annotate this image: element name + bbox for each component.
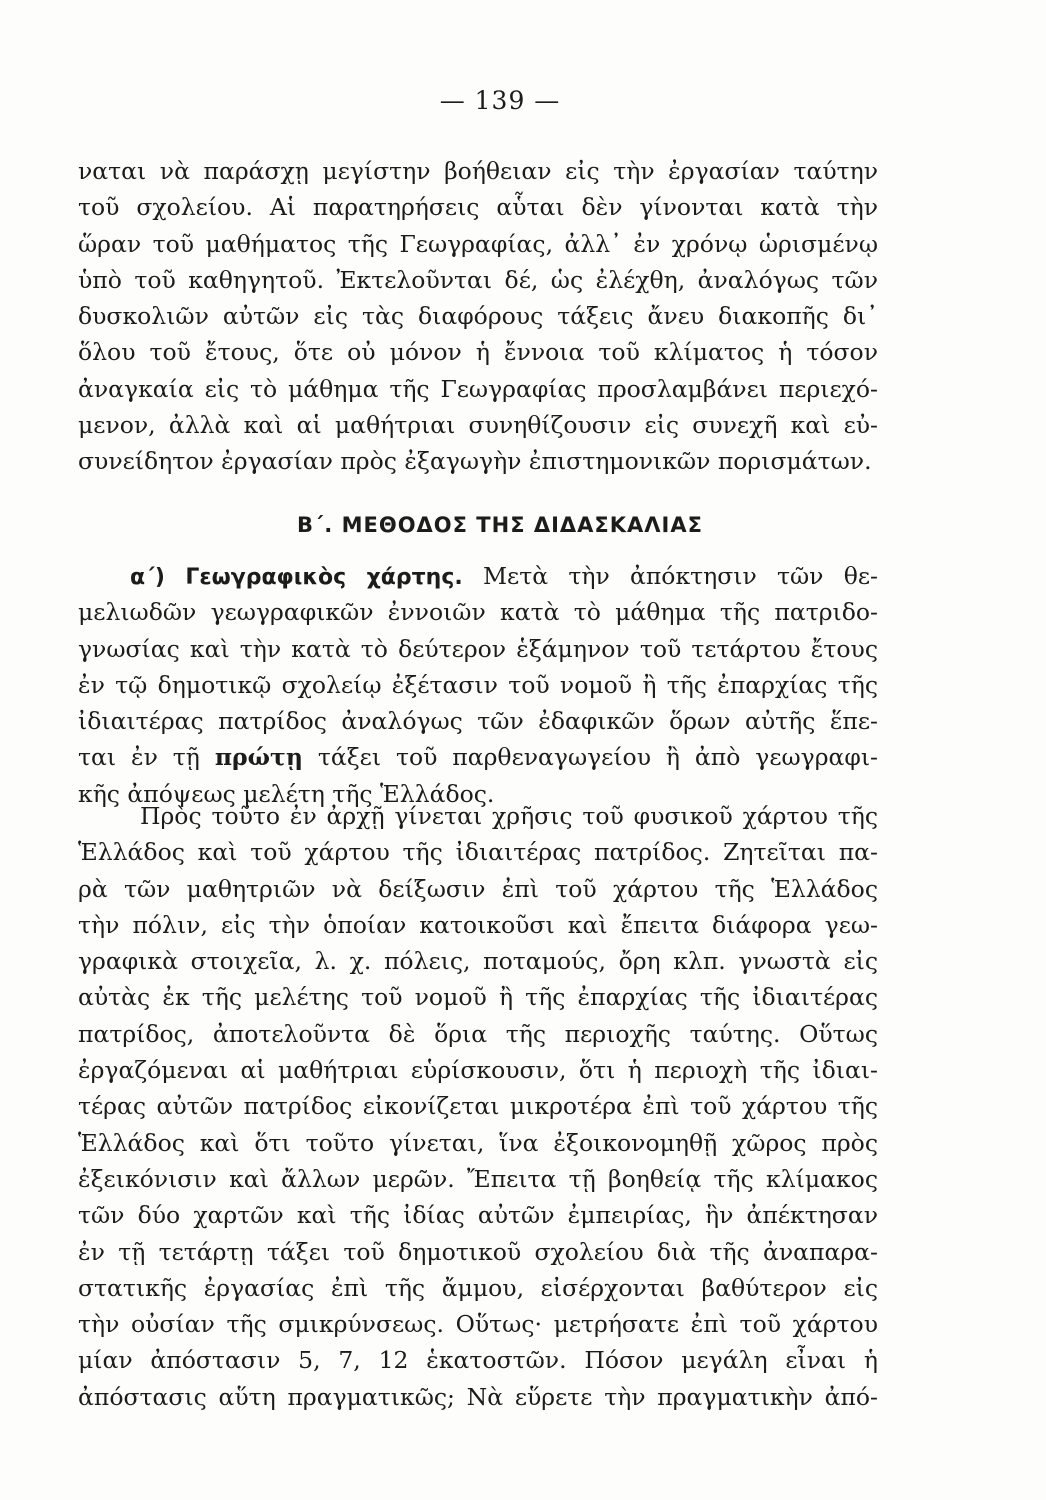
subsection-heading: α΄) Γεωγραφικὸς χάρτης. [130,565,463,590]
text-line: ὅλου τοῦ ἔτους, ὅτε οὐ μόνον ἡ ἔννοια τοῦ κλίματος ἡ τόσον [78,338,878,367]
text-line: αὐτὰς ἐκ τῆς μελέτης τοῦ νομοῦ ἢ τῆς ἐπαρχίας τῆς ἰδιαιτέρας [78,983,878,1012]
text-line: γνωσίας καὶ τὴν κατὰ τὸ δεύτερον ἑξάμηνον τοῦ τετάρτου ἔτους [78,634,878,663]
text-line: Ἑλλάδος καὶ τοῦ χάρτου τῆς ἰδιαιτέρας πατρίδος. Ζητεῖται πα- [78,838,878,867]
emphasized-word: πρώτῃ [214,743,303,772]
text-line: τῶν δύο χαρτῶν καὶ τῆς ἰδίας αὐτῶν ἐμπειρίας, ἣν ἀπέκτησαν [78,1201,878,1230]
text-line: ὑπὸ τοῦ καθηγητοῦ. Ἐκτελοῦνται δέ, ὡς ἐλέχθη, ἀναλόγως τῶν [78,265,878,294]
text-line: ἀπόστασις αὕτη πραγματικῶς; Νὰ εὕρετε τὴν πραγματικὴν ἀπό- [78,1382,878,1411]
text-line: πατρίδος, ἀποτελοῦντα δὲ ὅρια τῆς περιοχῆς ταύτης. Οὕτως [78,1019,878,1048]
text-line: ὥραν τοῦ μαθήματος τῆς Γεωγραφίας, ἀλλ᾽ ἐν χρόνῳ ὡρισμένῳ [78,229,878,258]
page-number: — 139 — [439,86,561,115]
text-line: Ἑλλάδος καὶ ὅτι τοῦτο γίνεται, ἵνα ἐξοικονομηθῇ χῶρος πρὸς [78,1128,878,1157]
text-line: τοῦ σχολείου. Αἱ παρατηρήσεις αὗται δὲν γίνονται κατὰ τὴν [78,193,878,222]
text-line: συνείδητον ἐργασίαν πρὸς ἐξαγωγὴν ἐπιστημονικῶν πορισμάτων. [78,447,872,476]
text-line: κῆς ἀπόψεως μελέτη τῆς Ἑλλάδος. [78,779,495,808]
text-line: τὴν πόλιν, εἰς τὴν ὁποίαν κατοικοῦσι καὶ ἔπειτα διάφορα γεω- [78,910,878,939]
paragraph-3 [78,798,878,1415]
text-line: μίαν ἀπόστασιν 5, 7, 12 ἑκατοστῶν. Πόσον μεγάλη εἶναι ἡ [78,1346,878,1375]
text-line: τέρας αὐτῶν πατρίδος εἰκονίζεται μικροτέρα ἐπὶ τοῦ χάρτου τῆς [78,1092,878,1121]
text-line: ἀναγκαία εἰς τὸ μάθημα τῆς Γεωγραφίας προσλαμβάνει περιεχό- [78,374,878,403]
text-fragment: Μετὰ τὴν ἀπόκτησιν τῶν θε- [483,562,878,590]
text-line: ἐν τῷ δημοτικῷ σχολείῳ ἐξέτασιν τοῦ νομοῦ ἢ τῆς ἐπαρχίας τῆς [78,670,878,699]
text-line: ρὰ τῶν μαθητριῶν νὰ δείξωσιν ἐπὶ τοῦ χάρτου τῆς Ἑλλάδος [78,874,878,903]
text-line: μελιωδῶν γεωγραφικῶν ἐννοιῶν κατὰ τὸ μάθημα τῆς πατριδο- [78,598,878,627]
text-line: ἐργαζόμεναι αἱ μαθήτριαι εὑρίσκουσιν, ὅτι ἡ περιοχὴ τῆς ἰδιαι- [78,1056,878,1085]
text-line: ἐξεικόνισιν καὶ ἄλλων μερῶν. Ἔπειτα τῇ βοηθείᾳ τῆς κλίμακος [78,1164,878,1193]
section-heading: Β΄. ΜΕΘΟΔΟΣ ΤΗΣ ΔΙΔΑΣΚΑΛΙΑΣ [297,513,703,537]
text-line: δυσκολιῶν αὐτῶν εἰς τὰς διαφόρους τάξεις ἄνευ διακοπῆς δι᾽ [78,302,878,331]
text-line: ἐν τῇ τετάρτῃ τάξει τοῦ δημοτικοῦ σχολείου διὰ τῆς ἀναπαρα- [78,1237,878,1266]
text-line: μενον, ἀλλὰ καὶ αἱ μαθήτριαι συνηθίζουσιν εἰς συνεχῆ καὶ εὐ- [78,411,878,440]
text-line: τὴν οὐσίαν τῆς σμικρύνσεως. Οὕτως· μετρήσατε ἐπὶ τοῦ χάρτου [78,1310,878,1339]
text-fragment: τάξει τοῦ παρθεναγωγείου ἢ ἀπὸ γεωγραφι- [302,743,878,772]
text-line: ναται νὰ παράσχῃ μεγίστην βοήθειαν εἰς τὴν ἐργασίαν ταύτην [78,157,878,185]
text-line: γραφικὰ στοιχεῖα, λ. χ. πόλεις, ποταμούς, ὄρη κλπ. γνωστὰ εἰς [78,947,878,976]
text-line: Πρὸς τοῦτο ἐν ἀρχῇ γίνεται χρῆσις τοῦ φυσικοῦ χάρτου τῆς [140,802,878,830]
paragraph-2 [78,558,878,812]
text-line [78,558,878,594]
paragraph-1 [78,153,878,480]
text-fragment: ται ἐν τῇ [78,743,215,772]
text-line: στατικῆς ἐργασίας ἐπὶ τῆς ἄμμου, εἰσέρχονται βαθύτερον εἰς [78,1273,878,1302]
text-line: ἰδιαιτέρας πατρίδος ἀναλόγως τῶν ἐδαφικῶν ὅρων αὐτῆς ἕπε- [78,707,878,736]
text-line [78,739,878,775]
